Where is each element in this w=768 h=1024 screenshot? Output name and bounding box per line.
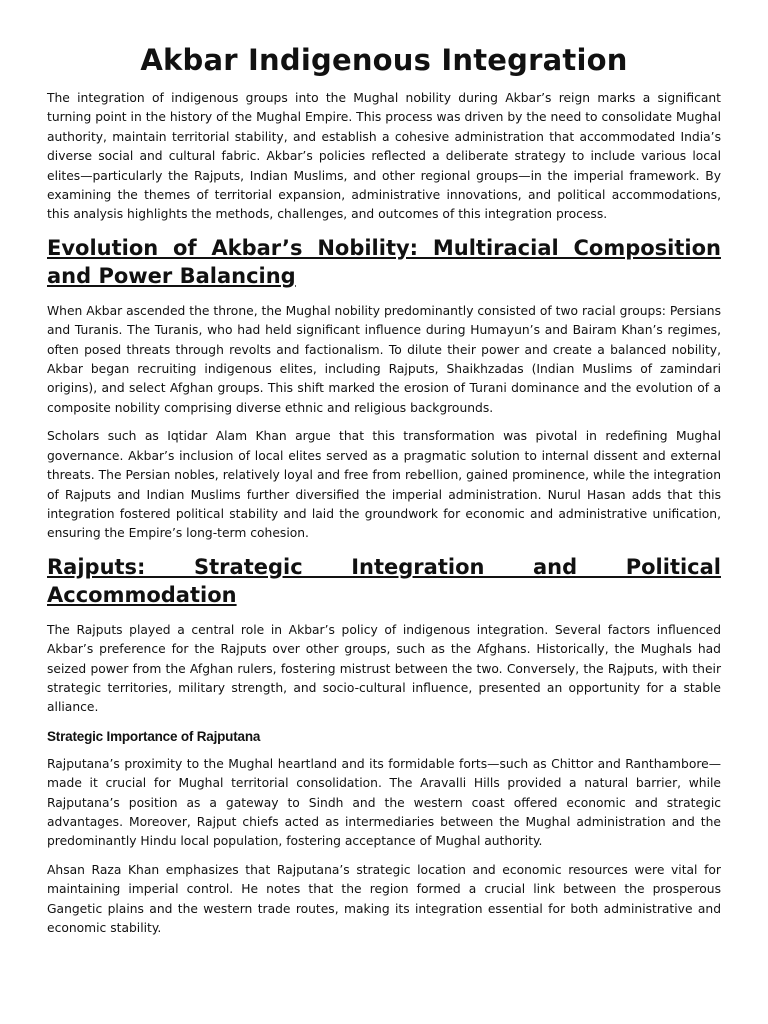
rajputs-paragraph-1: The Rajputs played a central role in Akbar’s policy of indigenous integration. Several factors influenced Akbar’s preference for the Rajputs over other groups, such as the Afghans. Historically, the Mughals had seized power from the Afghan rulers, fostering mistrust between the two. Conversely, the Rajputs, with their strategic territories, military strength, and socio-cultural influence, presented an opportunity for a stable alliance. <box>47 622 721 715</box>
rajputana-paragraph-1: Rajputana’s proximity to the Mughal heartland and its formidable forts—such as Chittor and Ranthambore—made it crucial for Mughal territorial consolidation. The Aravalli Hills provided a natural barrier, while Rajputana’s position as a gateway to Sindh and the western coast offered economic and strategic advantages. Moreover, Rajput chiefs acted as intermediaries between the Mughal administration and the predominantly Hindu local population, fostering acceptance of Mughal authority. <box>47 756 721 849</box>
intro-paragraph: The integration of indigenous groups into the Mughal nobility during Akbar’s reign marks a significant turning point in the history of the Mughal Empire. This process was driven by the need to consolidate Mughal authority, maintain territorial stability, and establish a cohesive administration that accommodated India’s diverse social and cultural fabric. Akbar’s policies reflected a deliberate strategy to include various local elites—particularly the Rajputs, Indian Muslims, and other regional groups—in the imperial framework. By examining the themes of territorial expansion, administrative innovations, and political accommodations, this analysis highlights the methods, challenges, and outcomes of this integration process. <box>47 91 721 222</box>
rajputana-paragraph-2: Ahsan Raza Khan emphasizes that Rajputana’s strategic location and economic resources were vital for maintaining imperial control. He notes that the region formed a crucial link between the prosperous Gangetic plains and the western trade routes, making its integration essential for both administrative and economic stability. <box>47 862 721 935</box>
section-heading-rajputs: Rajputs: Strategic Integration and Political Accommodation <box>47 554 721 607</box>
subheading-rajputana: Strategic Importance of Rajputana <box>47 728 261 744</box>
nobility-paragraph-1: When Akbar ascended the throne, the Mughal nobility predominantly consisted of two racial groups: Persians and Turanis. The Turanis, who had held significant influence during Humayun’s and Bairam Khan’s regimes, often posed threats through revolts and factionalism. To dilute their power and create a balanced nobility, Akbar began recruiting indigenous elites, including Rajputs, Shaikhzadas (Indian Muslims of zamindari origins), and select Afghan groups. This shift marked the erosion of Turani dominance and the evolution of a composite nobility comprising diverse ethnic and religious backgrounds. <box>47 303 721 415</box>
nobility-paragraph-2: Scholars such as Iqtidar Alam Khan argue that this transformation was pivotal in redefining Mughal governance. Akbar’s inclusion of local elites served as a pragmatic solution to internal dissent and external threats. The Persian nobles, relatively loyal and free from rebellion, gained prominence, while the integration of Rajputs and Indian Muslims further diversified the imperial administration. Nurul Hasan adds that this integration fostered political stability and laid the groundwork for economic and administrative unification, ensuring the Empire’s long-term cohesion. <box>47 429 721 541</box>
section-heading-nobility: Evolution of Akbar’s Nobility: Multiracial Composition and Power Balancing <box>47 235 721 288</box>
document-title: Akbar Indigenous Integration <box>140 43 628 77</box>
